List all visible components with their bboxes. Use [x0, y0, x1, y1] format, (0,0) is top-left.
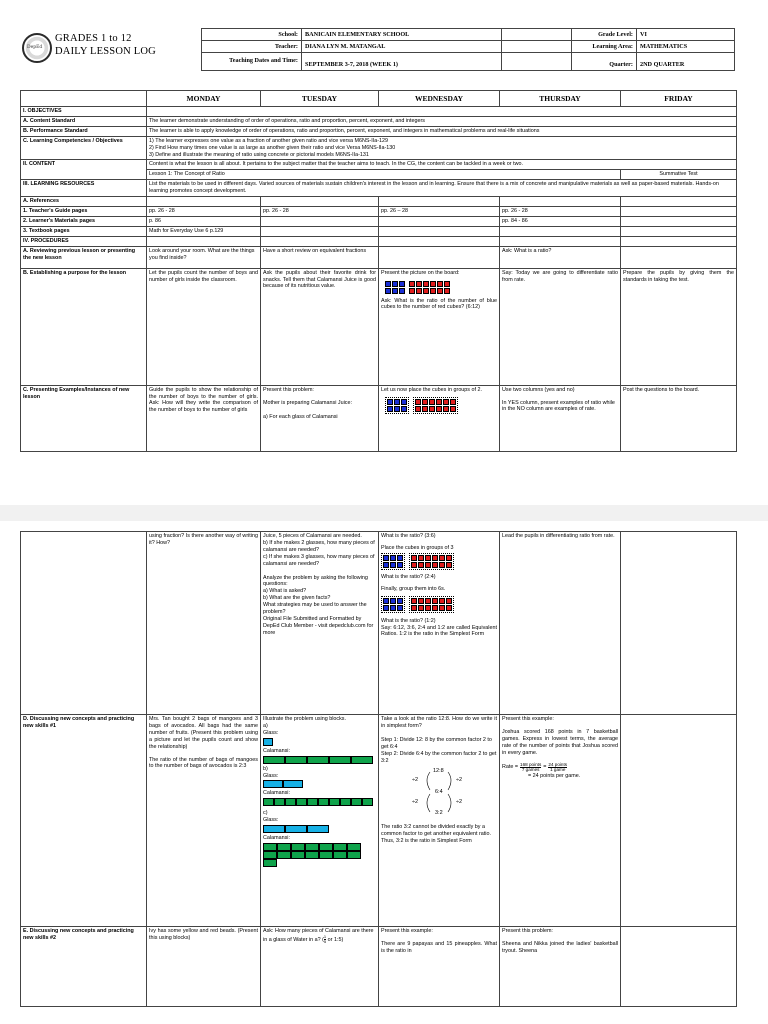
teacher-value: DIANA LYN M. MATANGAL [302, 41, 502, 53]
proc-b-mon: Let the pupils count the number of boys and number of girls inside the classroom. [147, 268, 261, 385]
school-label: School: [202, 29, 302, 41]
lesson-table-page-2 [20, 531, 737, 1007]
tg-mon: pp. 26 - 28 [147, 206, 261, 216]
proc-b-wed [379, 268, 500, 385]
teachers-guide-label: 1. Teacher's Guide pages [21, 206, 147, 216]
e-mon: Ivy has some yellow and red beads. (Present this using blocks) [147, 927, 261, 1007]
c2-tue-5: a) What is asked? [263, 588, 307, 595]
tg-tue: pp. 26 - 28 [261, 206, 379, 216]
procedures-heading: IV. PROCEDURES [21, 236, 147, 246]
cubes-groups-of-6 [381, 596, 497, 613]
teacher-label: Teacher: [202, 41, 302, 53]
d-wed-2: Step 1: Divide 12: 8 by the common factor 2 to get 6:4 [381, 736, 492, 750]
proc-a-mon: Look around your room. What are the things you find inside? [147, 246, 261, 268]
e-thu-1: Present this problem: [502, 928, 553, 934]
dates-value: SEPTEMBER 3-7, 2018 (WEEK 1) [302, 53, 502, 71]
e-tue [261, 927, 379, 1007]
quarter-label: Quarter: [572, 53, 637, 71]
glass-label-c: Glass: [263, 817, 279, 824]
c2-tue-4: Analyze the problem by asking the following questions: [263, 574, 368, 588]
proc-e-label: E. Discussing new concepts and practicing new skills #2 [21, 927, 147, 1007]
proc-b-fri: Prepare the pupils by giving them the standards in taking the test. [621, 268, 737, 385]
d-tue-b: b) [263, 765, 268, 772]
c2-tue-8: Original File Submitted and Formatted by DepEd Club Member - visit depedclub.com for more [263, 615, 374, 636]
proc-d-label: D. Discussing new concepts and practicing new skills #1 [21, 715, 147, 927]
c2-wed-5: What is the ratio? (1:2) [381, 617, 436, 624]
textbook-label: 3. Textbook pages [21, 226, 147, 236]
c2-tue-2: b) If she makes 2 glasses, how many pieces of calamansi are needed? [263, 539, 375, 553]
content-text: Content is what the lesson is all about. It pertains to the subject matter that the teacher aims to teach. In the CG, the content can be tackled in a week or two. [147, 160, 737, 170]
document-title [55, 32, 156, 58]
learners-materials-label: 2. Learner's Materials pages [21, 216, 147, 226]
lesson-table-page-1 [20, 90, 737, 452]
lm-thu: pp. 84 - 86 [500, 216, 621, 226]
c2-mon: using fraction? Is there another way of writing it? How? [147, 532, 261, 715]
c2-wed-2: Place the cubes in groups of 3 [381, 544, 454, 551]
friday-summative: Summative Test [621, 170, 737, 180]
divide-by-2-left-1: ÷2 [412, 777, 419, 784]
rate-formula [502, 763, 618, 773]
day-friday: FRIDAY [621, 91, 737, 107]
d-mon [147, 715, 261, 927]
calamansi-label-b: Calamansi: [263, 790, 290, 797]
performance-standard-label: B. Performance Standard [21, 126, 147, 136]
proc-a-thu: Ask: What is a ratio? [500, 246, 621, 268]
lesson-title: Lesson 1: The Concept of Ratio [147, 170, 621, 180]
d-tue-intro: Illustrate the problem using blocks. [263, 716, 346, 722]
red-group-2 [413, 397, 458, 414]
cubes-picture [385, 281, 497, 294]
d-wed-4: The ratio 3:2 cannot be divided exactly by a common factor to get another equivalent ratio. Thus, 3:2 is the ratio in Simplest Form [381, 824, 491, 845]
glass-label-b: Glass: [263, 772, 279, 779]
competencies-label: C. Learning Competencies / Objectives [21, 136, 147, 160]
d-wed-3: Step 2: Divide 6:4 by the common factor 2 to get 3:2 [381, 750, 497, 764]
competency-1: 1) The learner expresses one value as a fraction of another given ratio and vice versa M6NS-IIa-129 [149, 137, 389, 144]
content-standard-label: A. Content Standard [21, 116, 147, 126]
competencies-text [147, 136, 737, 160]
quarter-value: 2ND QUARTER [637, 53, 735, 71]
cubes-groups-of-2 [385, 397, 497, 414]
proc-a-label: A. Reviewing previous lesson or presenting the new lesson [21, 246, 147, 268]
proc-a-tue: Have a short review on equivalent fractions [261, 246, 379, 268]
proc-c-label: C. Presenting Examples/Instances of new lesson [21, 385, 147, 451]
day-tuesday: TUESDAY [261, 91, 379, 107]
proc-b-label: B. Establishing a purpose for the lesson [21, 268, 147, 385]
proc-c-thu-2: In YES column, present examples of ratio while in the NO column are examples of rate. [502, 399, 615, 413]
references-label: A. References [21, 197, 147, 207]
rate-fraction-1: $\frac{\text{168 points}}{\text{7 games}}$ [520, 761, 542, 773]
proc-c-thu [500, 385, 621, 451]
page-gap [0, 505, 768, 521]
grade-value: VI [637, 29, 735, 41]
calamansi-label-a: Calamansi: [263, 747, 290, 754]
tb-mon: Math for Everyday Use 6 p.129 [147, 226, 261, 236]
proc-b-wed-question: Ask: What is the ratio of the number of blue cubes to the number of red cubes? (6:12) [381, 297, 497, 311]
header-info-table [201, 28, 735, 71]
proc-c-fri: Post the questions to the board. [621, 385, 737, 451]
d-thu-1: Present this example: [502, 716, 554, 722]
content-heading: II. CONTENT [21, 160, 147, 180]
dates-label: Teaching Dates and Time: [202, 53, 302, 71]
tg-wed: pp. 26 – 28 [379, 206, 500, 216]
performance-standard-text: The learner is able to apply knowledge of order of operations, ratio and proportion, percent, exponent, and integers in mathematical problems and real-life situations [147, 126, 737, 136]
d-tue-c: c) [263, 810, 268, 817]
ratio-3-2: 3:2 [435, 810, 443, 817]
day-monday: MONDAY [147, 91, 261, 107]
school-value: BANICAIN ELEMENTARY SCHOOL [302, 29, 502, 41]
area-label: Learning Area: [572, 41, 637, 53]
e-tue-fraction: $\frac{1}{5}$ [323, 933, 327, 944]
calamansi-bar-c [263, 843, 373, 867]
e-tue-end: or 1:5) [327, 936, 344, 943]
divide-by-2-right-2: ÷2 [456, 799, 463, 806]
c2-tue-1: Juice, 5 pieces of Calamansi are needed. [263, 533, 362, 539]
c2-tue-7: What strategies may be used to answer the problem? [263, 602, 367, 616]
resources-heading: III. LEARNING RESOURCES [21, 180, 147, 197]
rate-label: Rate = [502, 764, 519, 771]
proc-b-wed-intro: Present the picture on the board: [381, 269, 460, 276]
c2-thu: Lead the pupils in differentiating ratio from rate. [500, 532, 621, 715]
page-2 [0, 521, 768, 1024]
d-mon-1: Mrs. Tan bought 2 bags of mangoes and 3 bags of avocados. All bags had the same number of fruits. (Present this problem using a picture and let the pupils count and show the relationship) [149, 716, 258, 750]
divide-by-2-right-1: ÷2 [456, 777, 463, 784]
e-tue-text: Ask: How many pieces of Calamansi are there in a glass of Water in a? ( [263, 928, 374, 943]
grade-label: Grade Level: [572, 29, 637, 41]
d-tue [261, 715, 379, 927]
d-thu-2: Joshua scored 168 points in 7 basketball games. Express in lowest terms, the average rate of the number of points that Joshua scored in every game. [502, 728, 618, 756]
e-thu-2: Sheena and Nikka joined the ladies' basketball tryout. Sheena [502, 940, 618, 954]
c2-tue-3: c) If she makes 3 glasses, how many pieces of calamansi are needed? [263, 553, 375, 567]
proc-c-wed-text: Let us now place the cubes in groups of 2. [381, 386, 482, 393]
rate-fraction-2: $\frac{\text{24 points}}{\text{1 game}}$ [548, 761, 568, 773]
objectives-heading: I. OBJECTIVES [21, 107, 147, 117]
competency-2: 2) Find How many times one value is as large as another given their ratio and vice Versa M6NS-IIa-130 [149, 144, 396, 151]
glass-bar-b [263, 780, 376, 788]
title-line-1: GRADES 1 to 12 [55, 33, 132, 44]
blue-cubes [385, 281, 405, 294]
cubes-groups-of-3 [381, 553, 497, 570]
d-tue-a: a) [263, 722, 268, 729]
rate-equals: = [543, 764, 547, 771]
calamansi-label-c: Calamansi: [263, 835, 290, 842]
deped-seal-logo: DepEd [22, 33, 52, 63]
glass-bar-a [263, 738, 376, 746]
red-cubes [409, 281, 450, 294]
e-wed [379, 927, 500, 1007]
title-line-2: DAILY LESSON LOG [55, 46, 156, 58]
day-wednesday: WEDNESDAY [379, 91, 500, 107]
simplify-ladder [404, 768, 474, 820]
content-standard-text: The learner demonstrate understanding of order of operations, ratio and proportion, percent, exponent, and integers [147, 116, 737, 126]
tg-thu: pp. 26 - 28 [500, 206, 621, 216]
page-1 [0, 0, 768, 505]
ratio-12-8: 12:8 [433, 768, 444, 775]
d-mon-2: The ratio of the number of bags of mangoes to the number of bags of avocados is 2:3 [149, 756, 258, 770]
proc-c-tue: Present this problem: Mother is preparing Calamansi Juice: a) For each glass of Calamansi [261, 385, 379, 451]
c2-tue [261, 532, 379, 715]
e-wed-1: Present this example: [381, 928, 433, 934]
d-wed-1: Take a look at the ratio 12:8. How do we write it in simplest form? [381, 716, 497, 729]
resources-text: List the materials to be used in different days. Varied sources of materials sustain children's interest in the lesson and in learning. Ensure that there is a mix of concrete and manipulative materials as well as paper-based materials. Hands-on learning promotes concept development. [147, 180, 737, 197]
e-thu [500, 927, 621, 1007]
proc-b-thu: Say: Today we are going to differentiate ratio from rate. [500, 268, 621, 385]
d-thu-3: = 24 points per game. [528, 772, 581, 779]
c2-tue-6: b) What are the given facts? [263, 595, 331, 602]
proc-b-tue: Ask the pupils about their favorite drink for snacks. Tell them that Calamansi Juice is good because of its nutritious value. [261, 268, 379, 385]
c2-wed-4: Finally, group them into 6s. [381, 585, 446, 592]
e-wed-2: There are 9 papayas and 15 pineapples. What is the ratio in [381, 940, 497, 954]
day-thursday: THURSDAY [500, 91, 621, 107]
glass-label-a: Glass: [263, 729, 279, 736]
c2-wed-3: What is the ratio? (2:4) [381, 573, 436, 580]
proc-c-wed [379, 385, 500, 451]
competency-3: 3) Define and illustrate the meaning of ratio using concrete or pictorial models M6NS-IIa-131 [149, 151, 369, 158]
d-thu [500, 715, 621, 927]
glass-bar-c [263, 825, 376, 833]
c2-wed-1: What is the ratio? (3:6) [381, 533, 436, 539]
blue-group-2 [385, 397, 409, 414]
d-wed [379, 715, 500, 927]
divide-by-2-left-2: ÷2 [412, 799, 419, 806]
proc-c-mon: Guide the pupils to show the relationship of the number of boys to the number of girls. Ask: How will they write the comparison of the number of boys to the number of girls [147, 385, 261, 451]
c2-wed-6: Say: 6:12, 3:6, 2:4 and 1:2 are called Equivalent Ratios. 1:2 is the ratio in the Simplest Form [381, 624, 497, 638]
ratio-6-4: 6:4 [435, 789, 443, 796]
lm-mon: p. 86 [147, 216, 261, 226]
area-value: MATHEMATICS [637, 41, 735, 53]
calamansi-bar-a [263, 756, 376, 764]
calamansi-bar-b [263, 798, 376, 806]
c2-wed [379, 532, 500, 715]
proc-c-thu-1: Use two columns (yes and no) [502, 386, 575, 393]
